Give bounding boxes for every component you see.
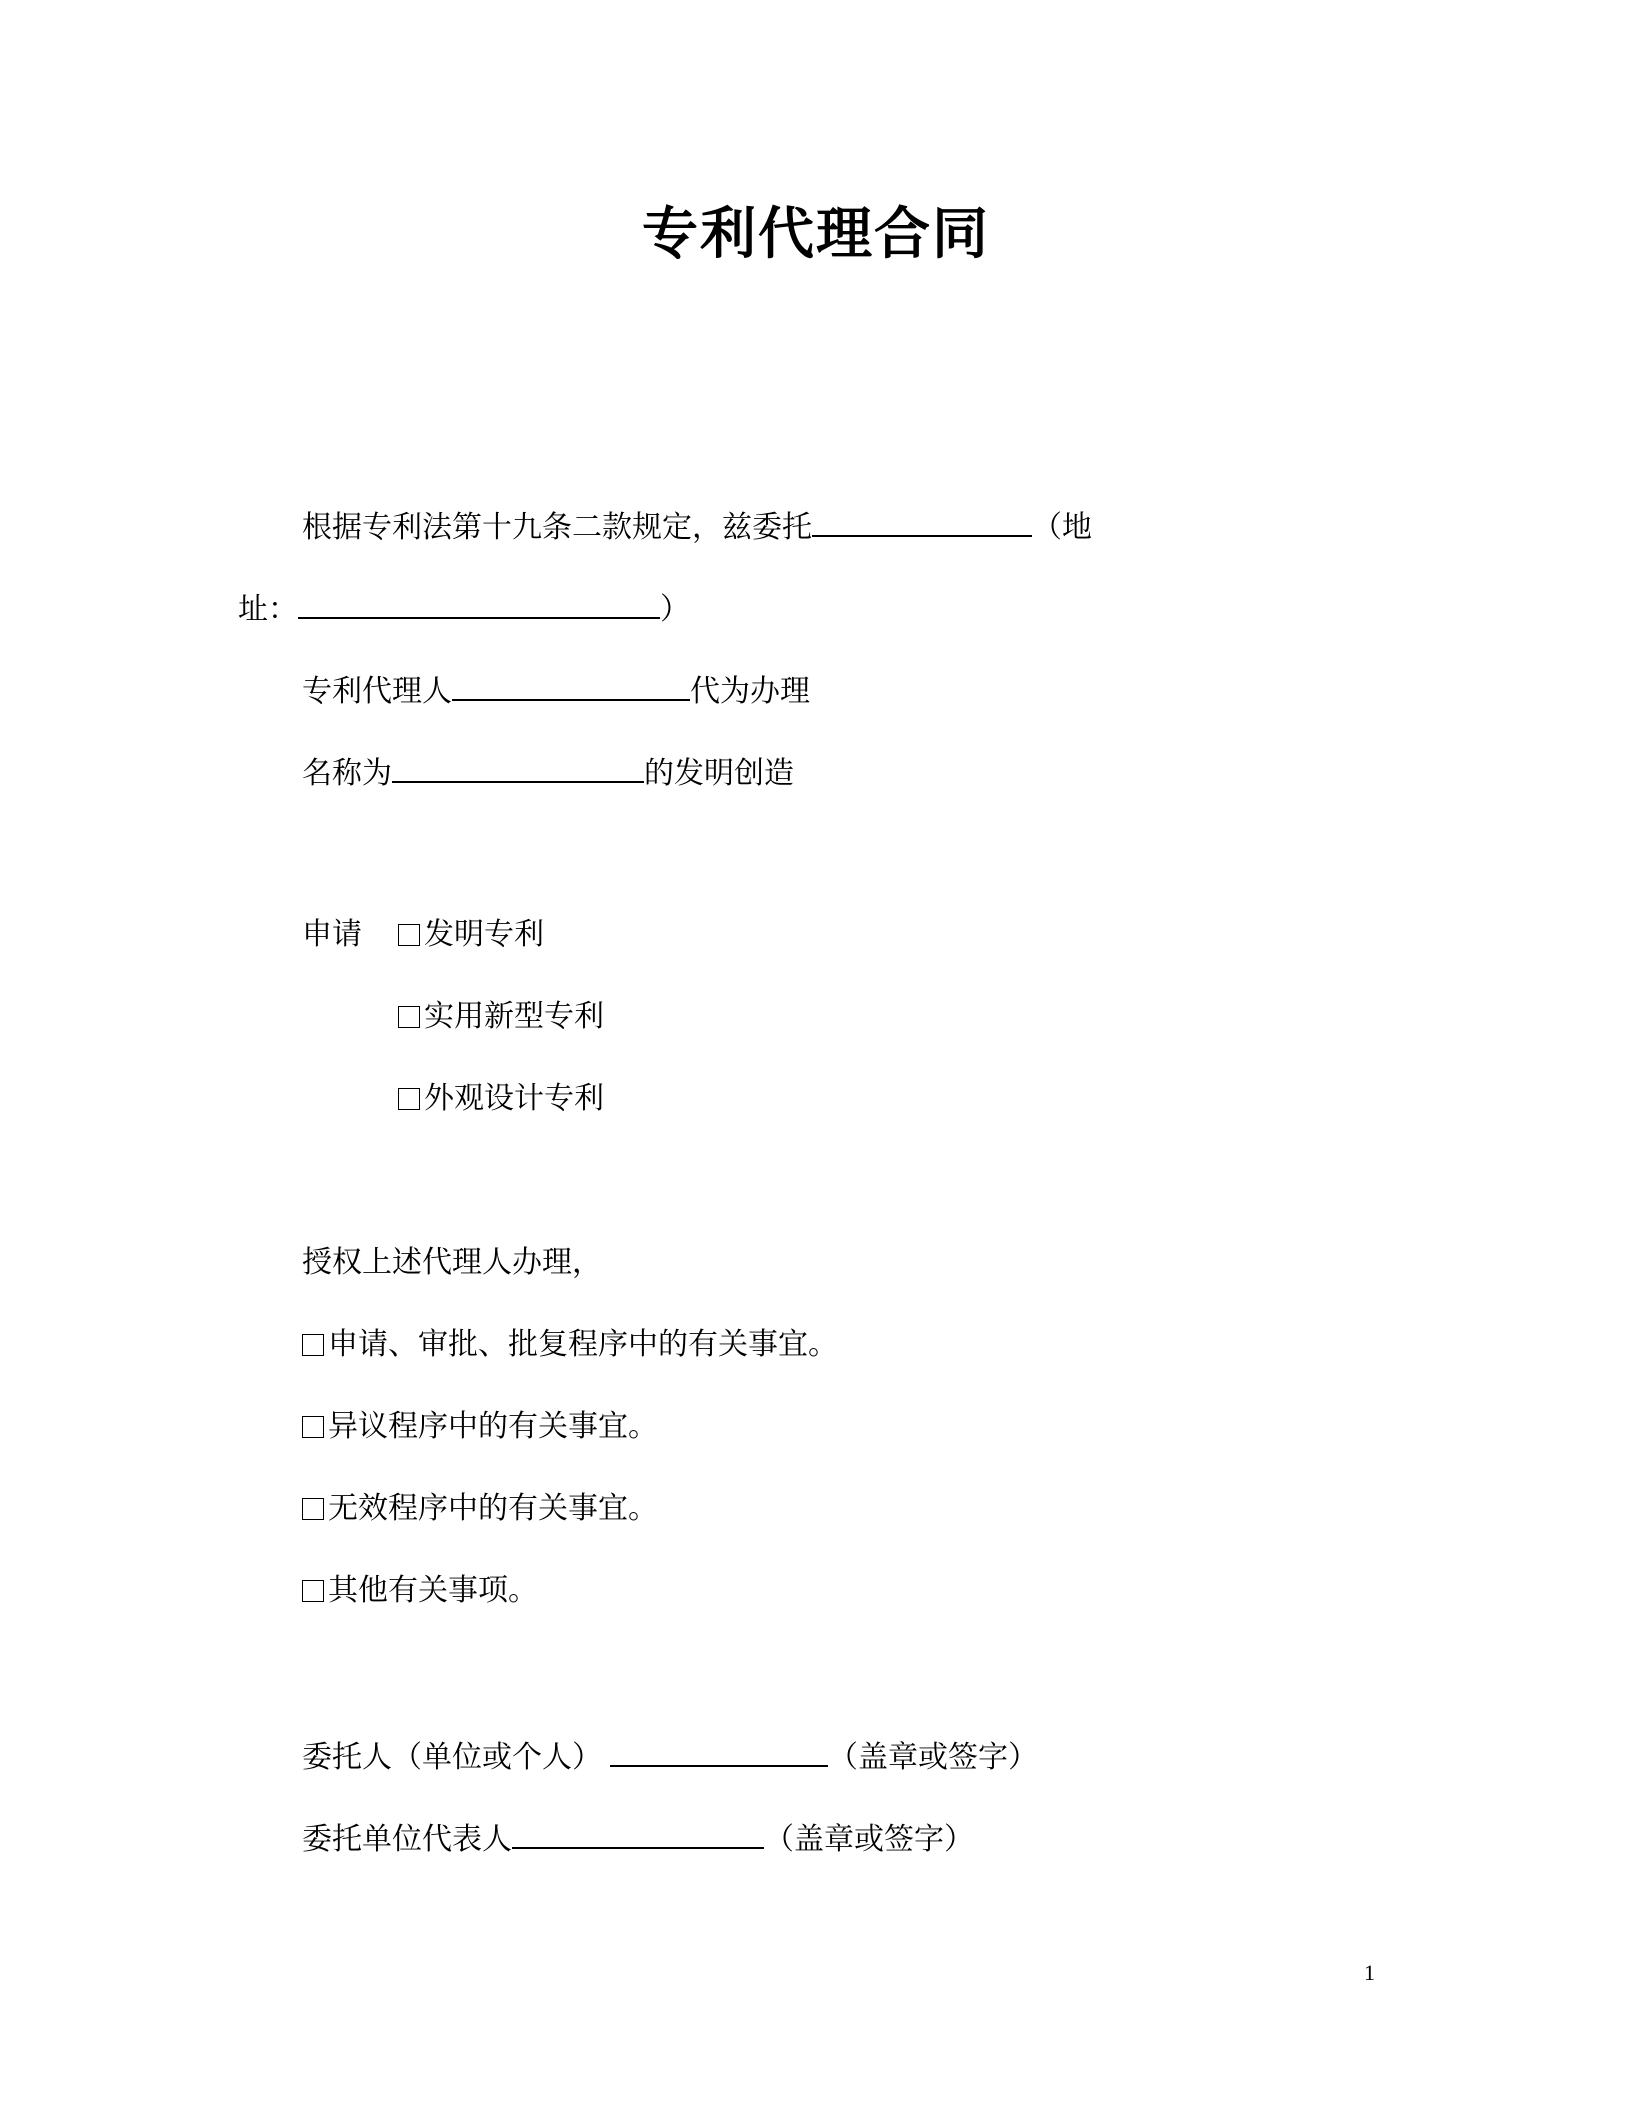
- agent-suffix: 代为办理: [690, 674, 810, 709]
- invention-name-line: [302, 751, 794, 794]
- checkbox-opposition-matters[interactable]: [302, 1416, 324, 1438]
- apply-option: [398, 1079, 604, 1119]
- authorize-item-label: 申请、审批、批复程序中的有关事宜。: [328, 1327, 838, 1362]
- client-signature-line: [302, 1735, 1038, 1778]
- authorize-item-label: 异议程序中的有关事宜。: [328, 1409, 658, 1444]
- authorize-item: [302, 1325, 838, 1365]
- checkbox-invention-patent[interactable]: [398, 924, 420, 946]
- checkbox-design-patent[interactable]: [398, 1088, 420, 1110]
- authorize-heading: 授权上述代理人办理，: [302, 1245, 602, 1280]
- apply-option-label: 外观设计专利: [424, 1081, 604, 1116]
- representative-signature-line: [302, 1817, 974, 1860]
- authorize-item: [302, 1489, 658, 1529]
- address-line: [238, 587, 690, 630]
- invention-name-blank[interactable]: [392, 751, 644, 783]
- client-signature-blank[interactable]: [610, 1735, 828, 1767]
- checkbox-application-matters[interactable]: [302, 1334, 324, 1356]
- apply-option-label: 发明专利: [424, 917, 544, 952]
- intro-address-open: （地: [1032, 510, 1092, 545]
- checkbox-utility-model[interactable]: [398, 1006, 420, 1028]
- checkbox-other-matters[interactable]: [302, 1580, 324, 1602]
- invention-suffix: 的发明创造: [644, 756, 794, 791]
- apply-option-label: 实用新型专利: [424, 999, 604, 1034]
- page-number: 1: [1364, 1960, 1375, 1985]
- address-close: ）: [660, 592, 690, 627]
- authorize-item-label: 其他有关事项。: [328, 1573, 538, 1608]
- representative-signature-blank[interactable]: [512, 1817, 764, 1849]
- invention-prefix: 名称为: [302, 756, 392, 791]
- apply-label: 申请: [302, 917, 362, 952]
- checkbox-invalidation-matters[interactable]: [302, 1498, 324, 1520]
- authorize-item: [302, 1571, 538, 1611]
- intro-text: 根据专利法第十九条二款规定，兹委托: [302, 510, 812, 545]
- agent-prefix: 专利代理人: [302, 674, 452, 709]
- representative-prefix: 委托单位代表人: [302, 1822, 512, 1857]
- client-signature-suffix: （盖章或签字）: [828, 1740, 1038, 1775]
- apply-option: [398, 915, 544, 955]
- intro-line: [302, 505, 1092, 548]
- apply-line: [302, 915, 362, 955]
- address-label: 址：: [238, 592, 298, 627]
- client-signature-prefix: 委托人（单位或个人）: [302, 1740, 602, 1775]
- apply-option: [398, 997, 604, 1037]
- authorize-item: [302, 1407, 658, 1447]
- client-name-blank[interactable]: [812, 505, 1032, 537]
- agent-line: [302, 669, 810, 712]
- address-blank[interactable]: [298, 587, 660, 619]
- document-title: 专利代理合同: [642, 202, 990, 267]
- authorize-item-label: 无效程序中的有关事宜。: [328, 1491, 658, 1526]
- agent-name-blank[interactable]: [452, 669, 690, 701]
- representative-suffix: （盖章或签字）: [764, 1822, 974, 1857]
